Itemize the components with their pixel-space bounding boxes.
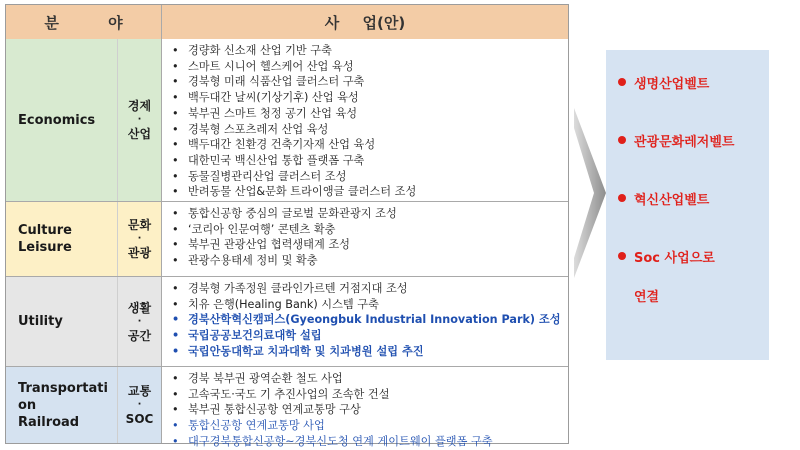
strategy-table	[5, 4, 569, 448]
list-item: • 스마트 시니어 헬스케어 산업 육성	[170, 59, 568, 75]
category-ko-line: 관광	[127, 246, 152, 260]
category-ko-line: SOC	[125, 412, 154, 426]
list-item: • 경북산학혁신캠퍼스(Gyeongbuk Industrial Innovation Park) 조성	[170, 312, 568, 328]
panel-item-label: 관광문화레저벨트	[634, 134, 735, 150]
category-dot: ·	[137, 399, 142, 410]
list-item: • 관광수용태세 정비 및 확충	[170, 253, 568, 269]
list-item: • 경량화 신소재 산업 기반 구축	[170, 43, 568, 59]
category-en: Utility	[6, 277, 118, 366]
category-ko	[118, 277, 162, 366]
category-ko	[118, 367, 162, 443]
table-header	[6, 5, 568, 40]
list-item: • 백두대간 친환경 건축기자재 산업 육성	[170, 137, 568, 153]
panel-item	[618, 188, 769, 208]
panel-continuation: 연결	[634, 290, 660, 305]
list-item: • 반려동물 산업&문화 트라이앵글 클러스터 조성	[170, 184, 568, 200]
category-ko	[118, 39, 162, 201]
category-ko-line: 생활	[127, 300, 152, 315]
panel-item-label: Soc 사업으로	[634, 250, 715, 266]
chevron-arrow-right-icon	[572, 108, 608, 278]
category-dot: ·	[137, 315, 142, 327]
category-dot: ·	[137, 233, 142, 244]
category-ko-line: 공간	[127, 328, 152, 343]
panel-item	[618, 246, 769, 266]
category-en: Culture Leisure	[6, 202, 118, 276]
list-item: • 북부권 관광산업 협력생태계 조성	[170, 237, 568, 253]
list-item: • 경북 북부권 광역순환 철도 사업	[170, 371, 568, 387]
header-business: 사 업(안)	[162, 5, 568, 39]
item-list	[162, 202, 568, 276]
category-ko	[118, 202, 162, 276]
list-item: • ‘코리아 인문여행’ 콘텐츠 확충	[170, 222, 568, 238]
section-transportation	[6, 367, 568, 448]
panel-item	[618, 130, 769, 150]
category-en-line: Railroad	[18, 414, 80, 430]
list-item: • 경북형 미래 식품산업 클러스터 구축	[170, 74, 568, 90]
item-list	[162, 367, 568, 448]
list-item: • 북부권 스마트 청정 공기 산업 육성	[170, 106, 568, 122]
item-list	[162, 39, 568, 201]
list-item: • 국립공공보건의료대학 설립	[170, 328, 568, 344]
red-dot-icon	[618, 252, 626, 260]
category-ko-line: 산업	[127, 127, 152, 141]
list-item: • 백두대간 날씨(기상기후) 산업 육성	[170, 90, 568, 106]
category-dot: ·	[137, 114, 142, 125]
category-ko-line: 경제	[127, 99, 152, 113]
outcome-panel	[606, 50, 769, 360]
category-ko-line: 교통	[127, 384, 152, 398]
red-dot-icon	[618, 194, 626, 202]
header-field: 분 야	[6, 5, 162, 39]
list-item: • 동물질병관리산업 클러스터 조성	[170, 169, 568, 185]
red-dot-icon	[618, 78, 626, 86]
category-ko-line: 문화	[127, 218, 152, 232]
category-en-line: Transportati	[18, 380, 108, 396]
list-item: • 대구경북통합신공항~경북신도청 연계 게이트웨이 플랫폼 구축	[170, 434, 568, 450]
list-item: • 경북형 가족정원 클라인가르텐 거점지대 조성	[170, 281, 568, 297]
panel-item-label: 혁신산업벨트	[634, 192, 710, 208]
section-culture-leisure	[6, 202, 568, 277]
item-list	[162, 277, 568, 366]
list-item: • 경북형 스포츠레저 산업 육성	[170, 122, 568, 138]
section-economics	[6, 39, 568, 202]
list-item: • 국립안동대학교 치과대학 및 치과병원 설립 추진	[170, 344, 568, 360]
list-item: • 고속국도·국도 기 추진사업의 조속한 건설	[170, 387, 568, 403]
section-utility	[6, 277, 568, 367]
list-item: • 대한민국 백신산업 통합 플랫폼 구축	[170, 153, 568, 169]
category-en: Economics	[6, 39, 118, 201]
list-item: • 치유 은행(Healing Bank) 시스템 구축	[170, 297, 568, 313]
list-item: • 통합신공항 중심의 글로벌 문화관광지 조성	[170, 206, 568, 222]
category-en-line: on	[18, 397, 37, 413]
list-item: • 통합신공항 연계교통망 사업	[170, 418, 568, 434]
list-item: • 북부권 통합신공항 연계교통망 구상	[170, 402, 568, 418]
red-dot-icon	[618, 136, 626, 144]
panel-item-label: 생명산업벨트	[634, 76, 710, 92]
panel-item	[618, 72, 769, 92]
category-en	[6, 367, 118, 443]
